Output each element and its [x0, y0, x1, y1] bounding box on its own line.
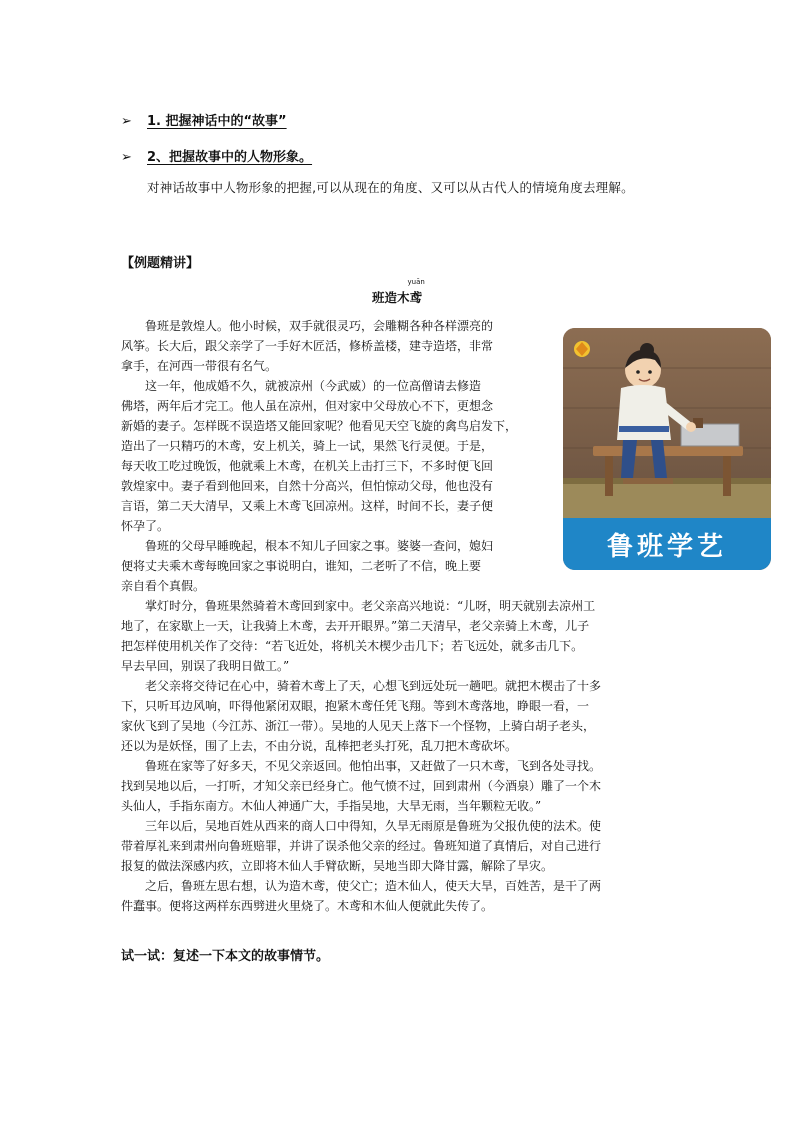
story-line: 新婚的妻子。怎样既不误造塔又能回家呢？他看见天空飞旋的禽鸟启发下， — [121, 419, 518, 433]
story-line: 头仙人，手指东南方。木仙人神通广大，手指吴地，大旱无雨，当年颗粒无收。” — [121, 799, 542, 813]
story-line: 鲁班的父母早睡晚起，根本不知儿子回家之事。婆婆一查问，媳妇 — [145, 539, 494, 553]
story-title-ruby — [407, 278, 425, 306]
illustration-banner-text: 鲁班学艺 — [606, 531, 727, 562]
story-body — [121, 316, 677, 916]
section-heading: 【例题精讲】 — [121, 256, 200, 271]
bullet-text-1: 1. 把握神话中的“故事” — [147, 114, 287, 129]
story-line: 佛塔，两年后才完工。他人虽在凉州，但对家中父母放心不下，更想念 — [121, 399, 494, 413]
pinyin-annotation: yuān — [407, 278, 425, 286]
story-line: 造出了一只精巧的木鸢，安上机关，骑上一试，果然飞行灵便。于是， — [121, 439, 494, 453]
bullet-item-1 — [121, 110, 309, 129]
story-line: 亲自看个真假。 — [121, 579, 206, 593]
story-line: 之后，鲁班左思右想，认为造木鸢，使父亡；造木仙人，使天大旱，百姓苦，是干了两 — [145, 879, 602, 893]
arrow-bullet-icon: ➢ — [121, 150, 132, 165]
story-line: 便将丈夫乘木鸢每晚回家之事说明白，谁知，二老听了不信，晚上要 — [121, 559, 482, 573]
story-line: 每天收工吃过晚饭，他就乘上木鸢，在机关上击打三下，不多时便飞回 — [121, 459, 494, 473]
story-line: 拿手，在河西一带很有名气。 — [121, 359, 278, 373]
story-line: 敦煌家中。妻子看到他回来，自然十分高兴，但怕惊动父母，他也没有 — [121, 479, 494, 493]
exercise-prompt: 试一试：复述一下本文的故事情节。 — [121, 949, 330, 964]
story-line: 早去早回，别误了我明日做工。” — [121, 659, 290, 673]
story-line: 老父亲将交待记在心中，骑着木鸢上了天，心想飞到远处玩一趟吧。就把木楔击了十多 — [145, 679, 602, 693]
story-line: 把怎样使用机关作了交待：“若飞近处，将机关木楔少击几下；若飞远处，就多击几下。 — [121, 639, 584, 653]
story-line: 怀孕了。 — [121, 519, 170, 533]
bullet-text-2: 2、把握故事中的人物形象。 — [147, 150, 313, 165]
story-line: 报复的做法深感内疚，立即将木仙人手臂砍断，吴地当即大降甘露，解除了旱灾。 — [121, 859, 554, 873]
story-title — [0, 278, 794, 306]
story-line: 掌灯时分，鲁班果然骑着木鸢回到家中。老父亲高兴地说：“儿呀，明天就别去凉州工 — [145, 599, 596, 613]
story-line: 带着厚礼来到肃州向鲁班赔罪，并讲了误杀他父亲的经过。鲁班知道了真情后，对自己进行 — [121, 839, 602, 853]
intro-paragraph: 对神话故事中人物形象的把握,可以从现在的角度、又可以从古代人的情境角度去理解。 — [147, 180, 634, 195]
story-line: 还以为是妖怪，围了上去，不由分说，乱棒把老头打死，乱刀把木鸢砍坏。 — [121, 739, 518, 753]
story-line: 鲁班是敦煌人。他小时候，双手就很灵巧，会雕糊各种各样漂亮的 — [145, 319, 494, 333]
story-title-prefix: 班造木 — [371, 290, 410, 305]
bullet-item-2 — [121, 146, 312, 165]
story-line: 家伙飞到了吴地（今江苏、浙江一带）。吴地的人见天上落下一个怪物，上骑白胡子老头， — [121, 719, 596, 733]
story-line: 风筝。长大后，跟父亲学了一手好木匠活，修桥盖楼，建寺造塔，非常 — [121, 339, 494, 353]
story-line: 鲁班在家等了好多天，不见父亲返回。他怕出事，又赶做了一只木鸢，飞到各处寻找。 — [145, 759, 602, 773]
story-line: 找到吴地以后，一打听，才知父亲已经身亡。他气愤不过，回到肃州（今酒泉）雕了一个木 — [121, 779, 602, 793]
story-line: 地了，在家歇上一天，让我骑上木鸢，去开开眼界。”第二天清早，老父亲骑上木鸢，儿子 — [121, 619, 590, 633]
story-line: 言语，第二天大清早，又乘上木鸢飞回凉州。这样，时间不长，妻子便 — [121, 499, 494, 513]
story-line: 这一年，他成婚不久，就被凉州（今武威）的一位高僧请去修造 — [145, 379, 482, 393]
story-line: 下，只听耳边风响，吓得他紧闭双眼，抱紧木鸢任凭飞翔。等到木鸢落地，睁眼一看，一 — [121, 699, 590, 713]
story-line: 三年以后，吴地百姓从西来的商人口中得知，久旱无雨原是鲁班为父报仇使的法术。使 — [145, 819, 602, 833]
arrow-bullet-icon: ➢ — [121, 114, 132, 129]
story-line: 件蠢事。便将这两样东西劈进火里烧了。木鸢和木仙人便就此失传了。 — [121, 899, 494, 913]
story-title-ruby-char: 鸢 — [409, 290, 423, 305]
